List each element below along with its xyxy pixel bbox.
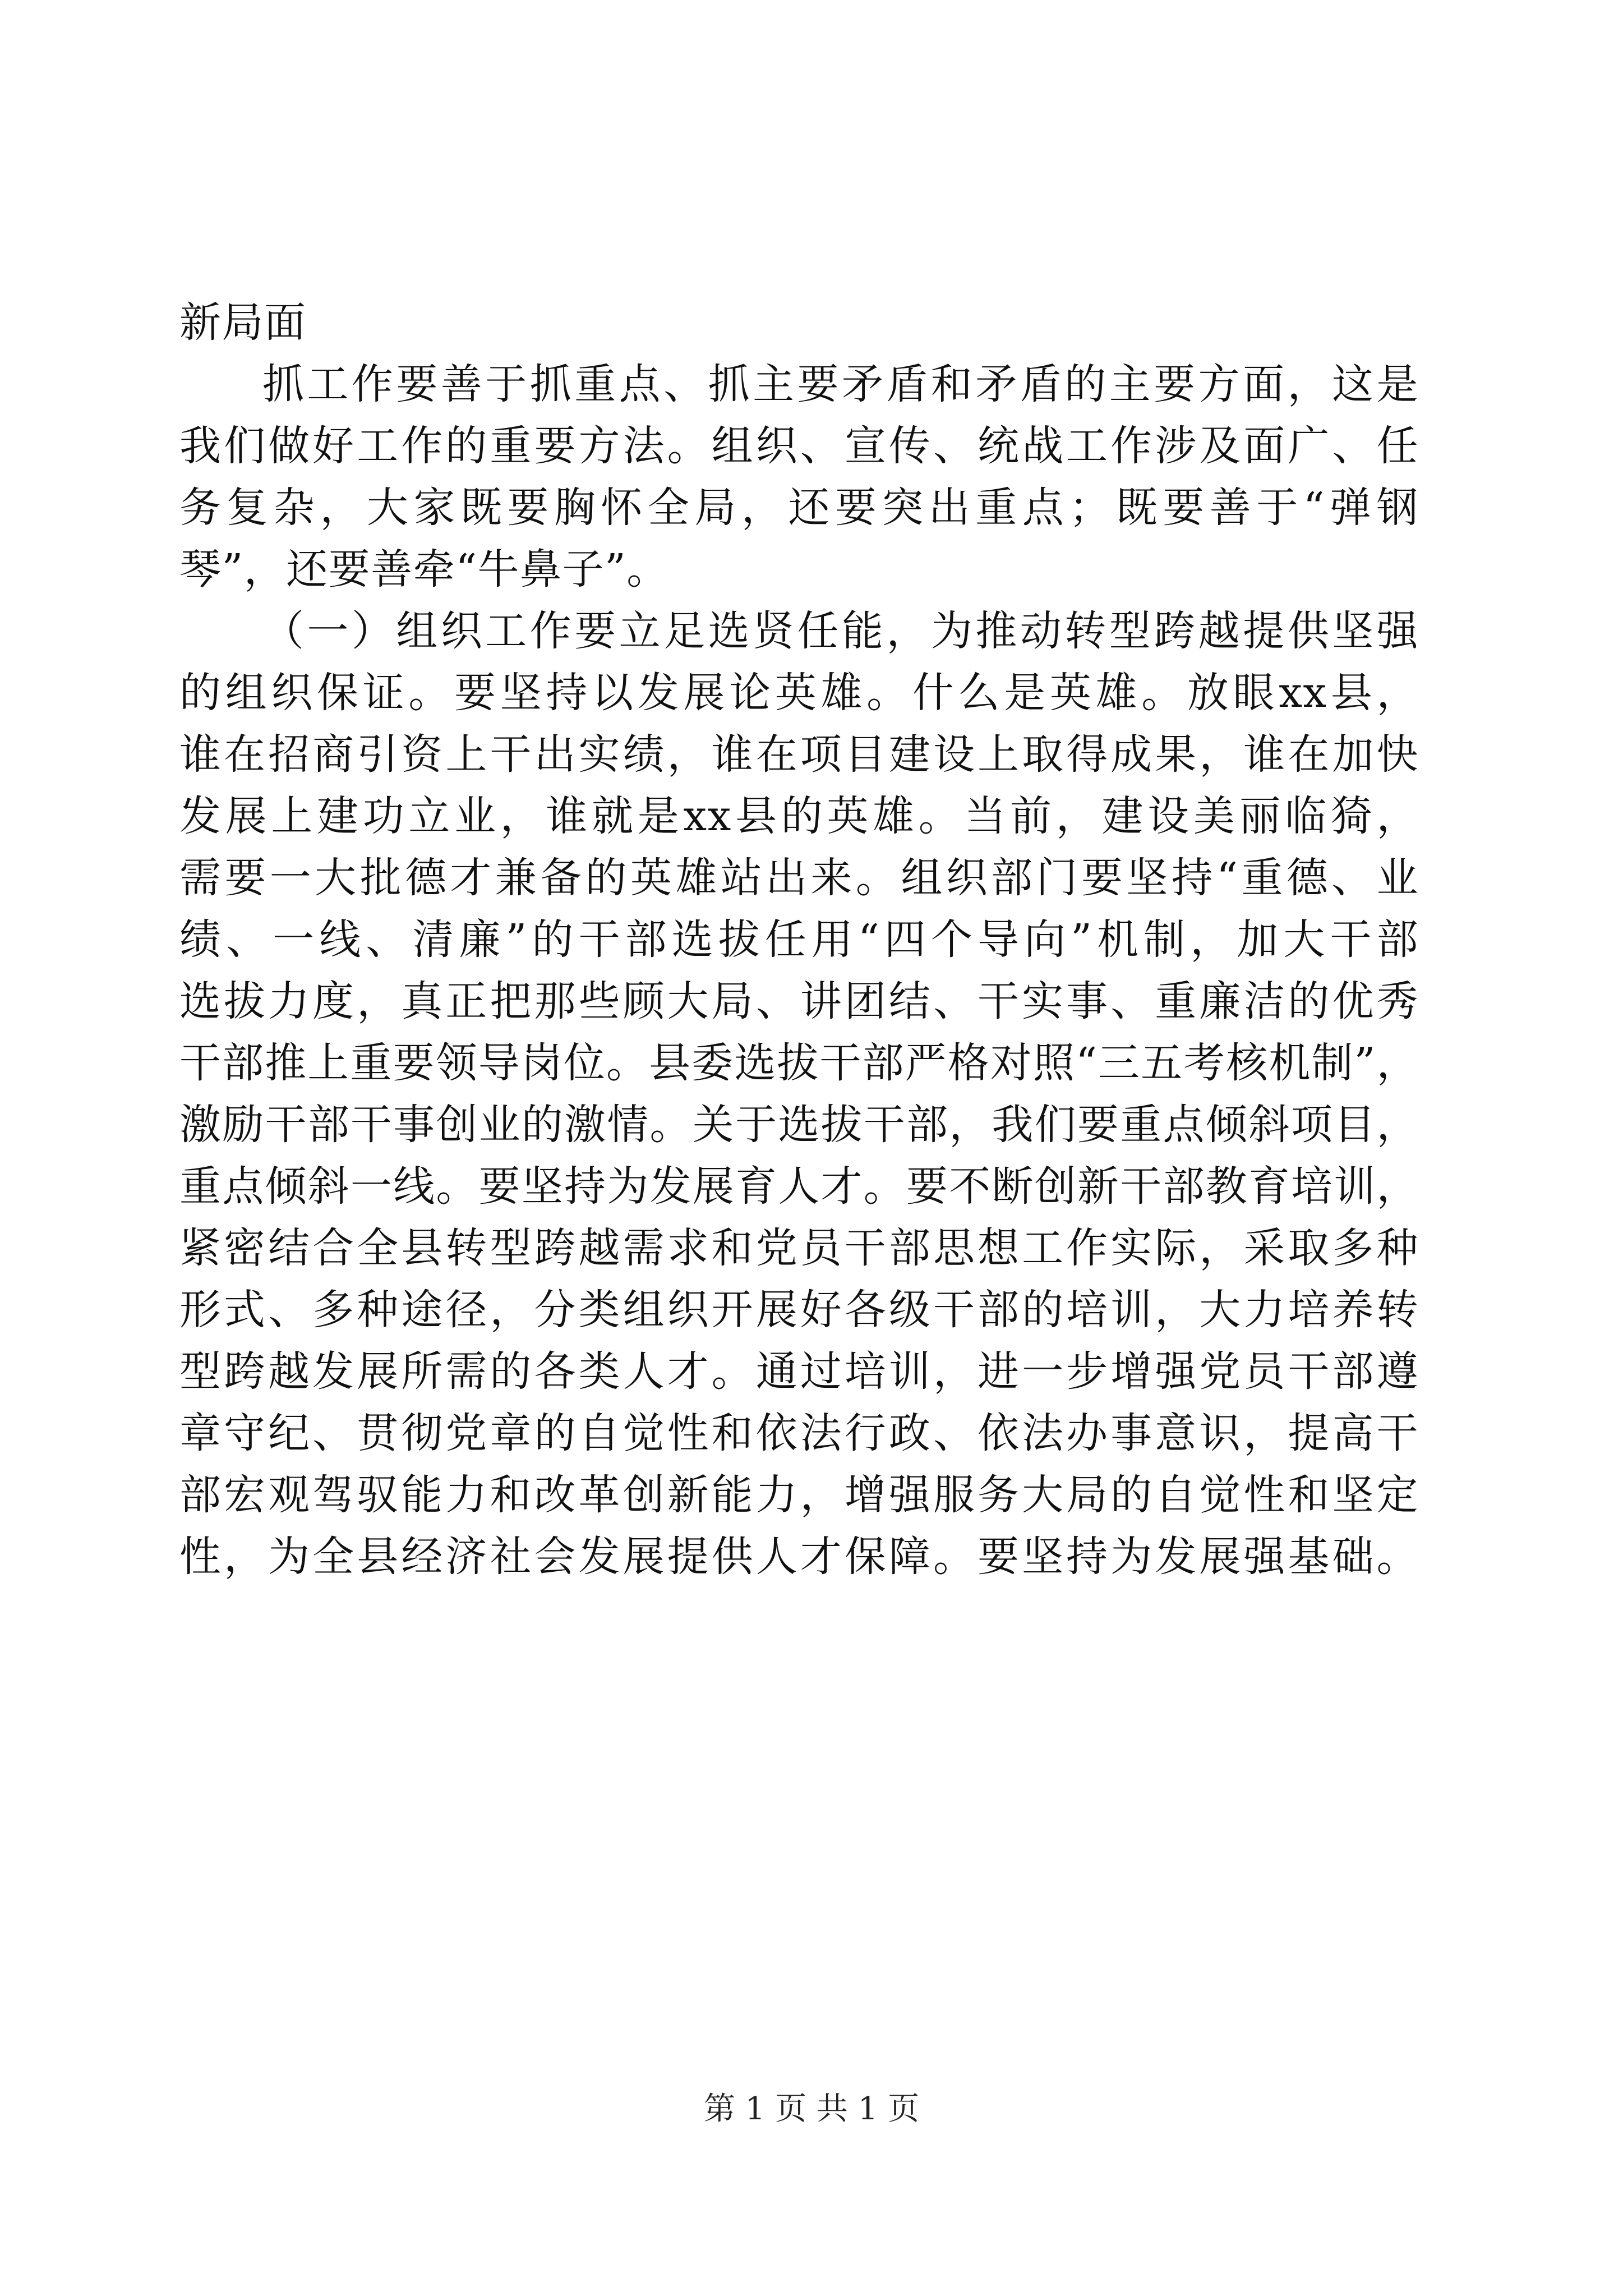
page-number-label: 第 1 页 共 1 页	[703, 2091, 920, 2127]
text-line: 重点倾斜一线。要坚持为发展育人才。要不断创新干部教育培训，	[179, 1162, 1419, 1211]
text-line: 型跨越发展所需的各类人才。通过培训，进一步增强党员干部遵	[179, 1347, 1419, 1396]
text-line: 我们做好工作的重要方法。组织、宣传、统战工作涉及面广、任	[179, 422, 1419, 470]
text-line: 琴”，还要善牵“牛鼻子”。	[179, 545, 669, 593]
text-line: 干部推上重要领导岗位。县委选拔干部严格对照“三五考核机制”，	[179, 1039, 1419, 1087]
text-line: 谁在招商引资上干出实绩，谁在项目建设上取得成果，谁在加快	[179, 730, 1419, 779]
text-line: 发展上建功立业，谁就是xx县的英雄。当前，建设美丽临猗，	[179, 792, 1419, 840]
text-line: 性，为全县经济社会发展提供人才保障。要坚持为发展强基础。	[179, 1533, 1419, 1581]
text-line: 章守纪、贯彻党章的自觉性和依法行政、依法办事意识，提高干	[179, 1409, 1419, 1457]
text-line: 激励干部干事创业的激情。关于选拔干部，我们要重点倾斜项目，	[179, 1101, 1419, 1149]
text-line: 绩、一线、清廉”的干部选拔任用“四个导向”机制，加大干部	[179, 915, 1419, 964]
text-line: 务复杂，大家既要胸怀全局，还要突出重点；既要善于“弹钢	[179, 484, 1419, 532]
text-line: 的组织保证。要坚持以发展论英雄。什么是英雄。放眼xx县，	[179, 669, 1419, 717]
text-line: 部宏观驾驭能力和改革创新能力，增强服务大局的自觉性和坚定	[179, 1471, 1419, 1519]
text-line: 形式、多种途径，分类组织开展好各级干部的培训，大力培养转	[179, 1286, 1419, 1334]
text-line: 紧密结合全县转型跨越需求和党员干部思想工作实际，采取多种	[179, 1224, 1419, 1272]
page-footer	[0, 2087, 1623, 2132]
text-line: 新局面	[179, 298, 307, 347]
text-line: 需要一大批德才兼备的英雄站出来。组织部门要坚持“重德、业	[179, 854, 1419, 902]
document-body	[179, 292, 1419, 1588]
text-line: （一）组织工作要立足选贤任能，为推动转型跨越提供坚强	[262, 607, 1419, 655]
text-line: 选拔力度，真正把那些顾大局、讲团结、干实事、重廉洁的优秀	[179, 977, 1419, 1025]
text-line: 抓工作要善于抓重点、抓主要矛盾和矛盾的主要方面，这是	[262, 360, 1419, 408]
